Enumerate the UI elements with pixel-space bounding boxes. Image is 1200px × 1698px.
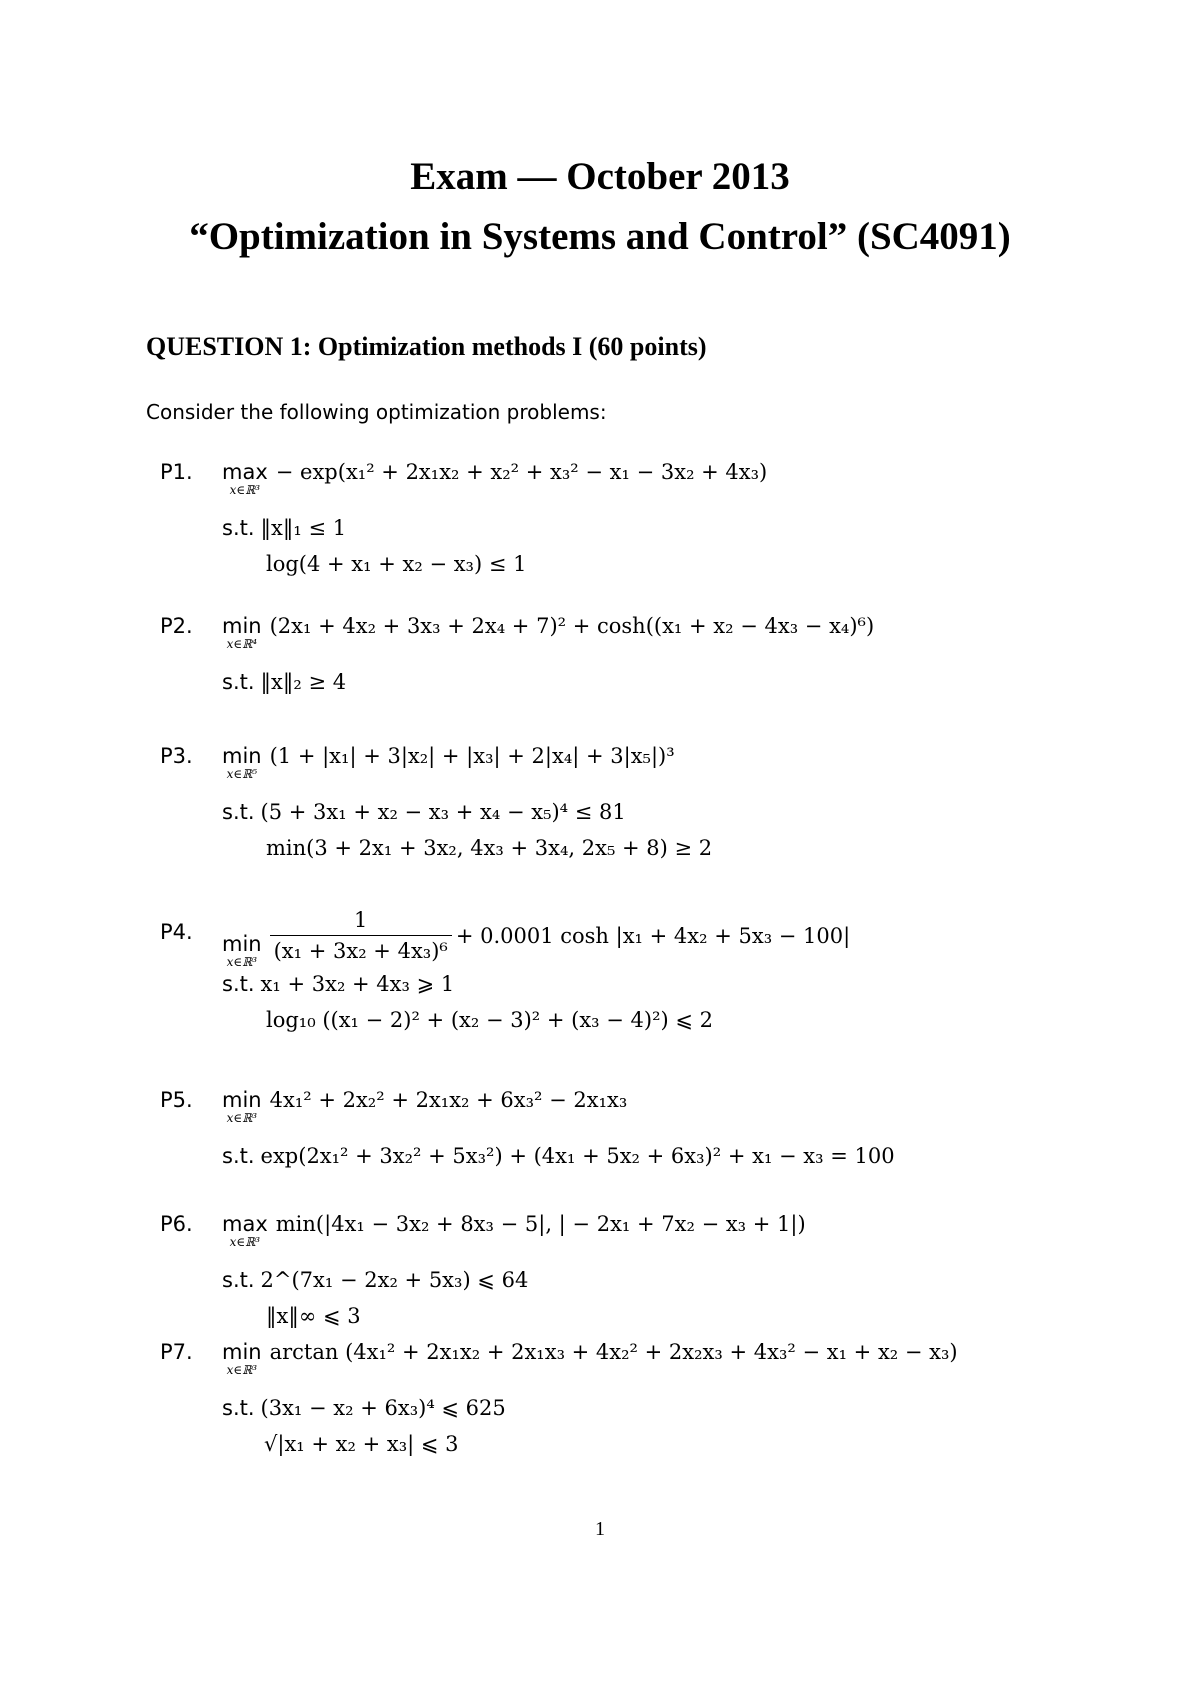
problem-p6 [160,1212,1060,1332]
objective-line [222,1340,958,1377]
optimization-operator [222,460,268,497]
optimization-operator [222,932,262,969]
optimization-operator [222,744,262,781]
problem-label: P7. [160,1340,193,1364]
constraint-expression: min(3 + 2x₁ + 3x₂, 4x₃ + 3x₄, 2x₅ + 8) ≥ 2 [266,836,713,860]
objective-expression: (2x₁ + 4x₂ + 3x₃ + 2x₄ + 7)² + cosh((x₁ + x₂ − 4x₃ − x₄)⁶) [269,614,875,638]
operator-word: min [222,744,262,768]
question-heading: QUESTION 1: Optimization methods I (60 points) [146,332,707,361]
problem-label: P2. [160,614,193,638]
problem-p7 [160,1340,1060,1470]
constraint-expression: (5 + 3x₁ + x₂ − x₃ + x₄ − x₅)⁴ ≤ 81 [260,800,626,824]
operator-word: min [222,614,262,638]
objective-line [222,1212,806,1249]
operator-domain: x∈ℝ⁴ [226,637,258,651]
page-number: 1 [595,1518,605,1540]
subject-to-label: s.t. [222,1144,255,1168]
optimization-operator [222,1088,262,1125]
problem-p1 [160,460,1060,580]
subject-to-label: s.t. [222,516,255,540]
optimization-operator [222,1212,268,1249]
subject-to-label: s.t. [222,800,255,824]
constraint-expression: exp(2x₁² + 3x₂² + 5x₃²) + (4x₁ + 5x₂ + 6x₃)² + x₁ − x₃ = 100 [260,1144,895,1168]
constraint-expression: log(4 + x₁ + x₂ − x₃) ≤ 1 [266,552,527,576]
objective-line [222,744,675,781]
problem-p4 [160,902,1060,1052]
subject-to-label: s.t. [222,972,255,996]
constraint-line [222,670,346,694]
constraint-expression: √|x₁ + x₂ + x₃| ⩽ 3 [264,1432,459,1456]
constraint-line [222,1396,506,1420]
operator-domain: x∈ℝ⁵ [226,767,258,781]
operator-domain: x∈ℝ³ [226,1111,258,1125]
constraint-line [266,836,712,860]
objective-expression: (1 + |x₁| + 3|x₂| + |x₃| + 2|x₄| + 3|x₅|)³ [269,744,675,768]
constraint-line [222,1268,528,1292]
constraint-expression: 2^(7x₁ − 2x₂ + 5x₃) ⩽ 64 [260,1268,529,1292]
operator-word: min [222,1340,262,1364]
constraint-line [222,516,346,540]
operator-word: min [222,1088,262,1112]
constraint-expression: ‖x‖₁ ≤ 1 [260,516,347,540]
operator-word: max [222,1212,268,1236]
fraction-numerator: 1 [354,908,368,932]
constraint-line [222,1144,895,1168]
objective-fraction [270,908,452,963]
constraint-expression: ‖x‖∞ ⩽ 3 [266,1304,361,1328]
constraint-line [222,800,626,824]
constraint-expression: (3x₁ − x₂ + 6x₃)⁴ ⩽ 625 [260,1396,506,1420]
constraint-line [266,552,526,576]
constraint-line [264,1432,459,1456]
objective-expression: − exp(x₁² + 2x₁x₂ + x₂² + x₃² − x₁ − 3x₂ + 4x₃) [275,460,768,484]
optimization-operator [222,1340,262,1377]
problem-label: P1. [160,460,193,484]
operator-domain: x∈ℝ³ [226,955,258,969]
operator-domain: x∈ℝ³ [229,1235,261,1249]
operator-domain: x∈ℝ³ [229,483,261,497]
subject-to-label: s.t. [222,1268,255,1292]
objective-expression: min(|4x₁ − 3x₂ + 8x₃ − 5|, | − 2x₁ + 7x₂ − x₃ + 1|) [275,1212,806,1236]
page-title-line-1: Exam — October 2013 [410,155,790,198]
objective-line [222,1088,627,1125]
problem-p3 [160,744,1060,874]
page-title-line-2: “Optimization in Systems and Control” (SC4091) [189,215,1011,258]
problem-label: P3. [160,744,193,768]
problem-label: P5. [160,1088,193,1112]
fraction-denominator: (x₁ + 3x₂ + 4x₃)⁶ [270,935,452,963]
objective-expression: + 0.0001 cosh |x₁ + 4x₂ + 5x₃ − 100| [455,923,851,948]
problem-p5 [160,1088,1060,1178]
question-intro: Consider the following optimization problems: [146,400,607,424]
constraint-line [266,1304,361,1328]
optimization-operator [222,614,262,651]
constraint-expression: log₁₀ ((x₁ − 2)² + (x₂ − 3)² + (x₃ − 4)²) ⩽ 2 [266,1008,714,1032]
subject-to-label: s.t. [222,1396,255,1420]
constraint-expression: x₁ + 3x₂ + 4x₃ ⩾ 1 [260,972,455,996]
operator-word: min [222,932,262,956]
constraint-line [222,972,454,996]
objective-line [222,902,850,969]
problem-label: P4. [160,920,193,944]
constraint-expression: ‖x‖₂ ≥ 4 [260,670,347,694]
constraint-line [266,1008,713,1032]
operator-word: max [222,460,268,484]
objective-expression: arctan (4x₁² + 2x₁x₂ + 2x₁x₃ + 4x₂² + 2x₂x₃ + 4x₃² − x₁ + x₂ − x₃) [269,1340,958,1364]
objective-expression: 4x₁² + 2x₂² + 2x₁x₂ + 6x₃² − 2x₁x₃ [269,1088,628,1112]
objective-line [222,460,767,497]
subject-to-label: s.t. [222,670,255,694]
problem-p2 [160,614,1060,704]
operator-domain: x∈ℝ³ [226,1363,258,1377]
objective-line [222,614,874,651]
problem-label: P6. [160,1212,193,1236]
